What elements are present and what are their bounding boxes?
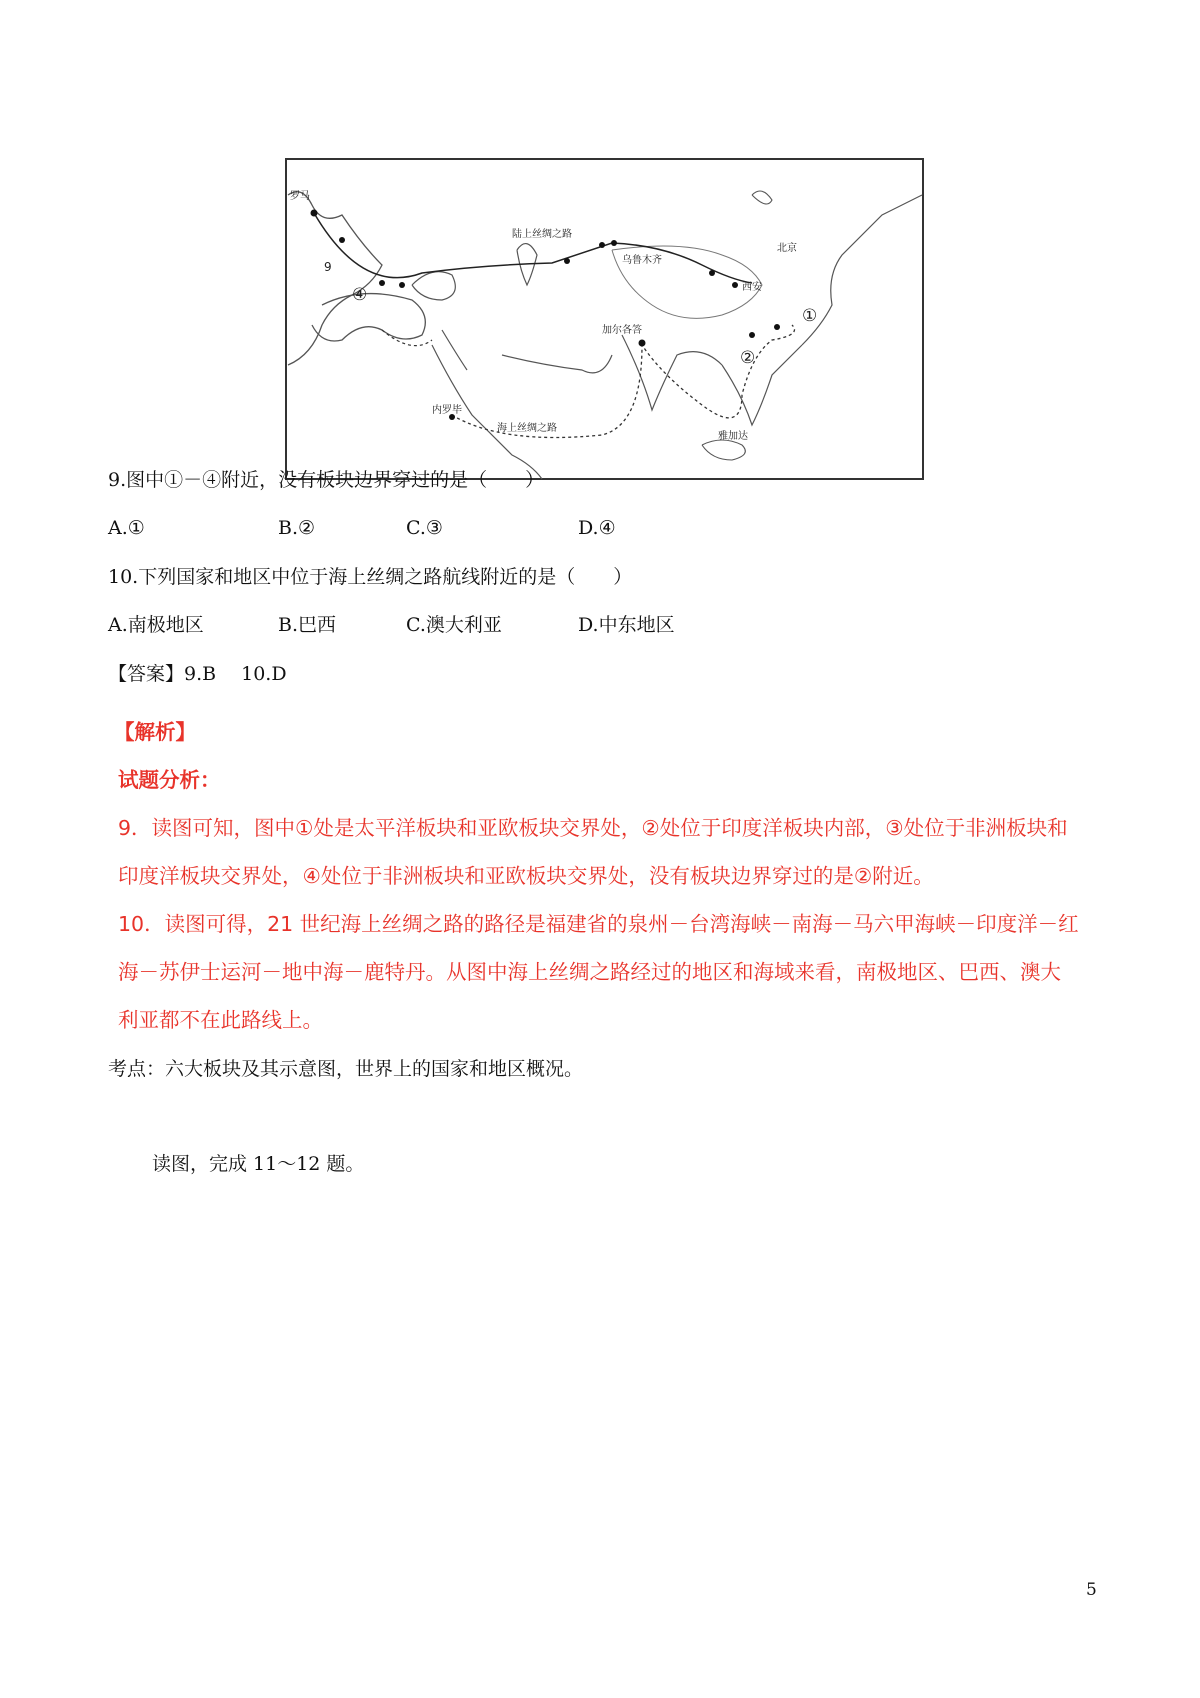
- analysis-10-line-1: 10．读图可得，21 世纪海上丝绸之路的路径是福建省的泉州－台湾海峡－南海－马六甲海峡－印度洋－红: [118, 912, 1079, 936]
- label-circle-2: ②: [740, 348, 756, 368]
- label-urumqi: 乌鲁木齐: [622, 255, 662, 266]
- map-svg: [282, 155, 927, 485]
- analysis-9-line-2: 印度洋板块交界处，④处位于非洲板块和亚欧板块交界处，没有板块边界穿过的是②附近。: [118, 864, 934, 888]
- dot: [399, 282, 405, 288]
- dot: [774, 324, 780, 330]
- label-circle-1: ①: [802, 306, 818, 326]
- q10-option-b: B.巴西: [278, 614, 337, 636]
- q10-option-d: D.中东地区: [578, 614, 675, 636]
- label-xian: 西安: [742, 282, 762, 293]
- q10-option-c: C.澳大利亚: [406, 614, 502, 636]
- dot-kolkata: [639, 340, 646, 347]
- dot: [339, 237, 345, 243]
- dot-rome: [311, 210, 318, 217]
- label-jakarta: 雅加达: [718, 431, 748, 442]
- analysis-9-line-1: 9．读图可知，图中①处是太平洋板块和亚欧板块交界处，②处位于印度洋板块内部，③处位于非洲板块和: [118, 816, 1068, 840]
- label-9: 9: [324, 260, 332, 274]
- label-land-route: 陆上丝绸之路: [512, 229, 572, 240]
- answer-line: 【答案】9.B 10.D: [108, 663, 287, 685]
- q10-option-a: A.南极地区: [108, 614, 204, 636]
- question-9-stem: 9.图中①－④附近，没有板块边界穿过的是（ ）: [108, 469, 545, 491]
- dot: [564, 258, 570, 264]
- q9-option-d: D.④: [578, 517, 616, 539]
- label-nairobi: 内罗毕: [432, 405, 462, 416]
- silk-road-map: [282, 155, 927, 485]
- dot-xian: [732, 282, 738, 288]
- question-10-stem: 10.下列国家和地区中位于海上丝绸之路航线附近的是（ ）: [108, 566, 633, 588]
- dot: [379, 280, 385, 286]
- next-questions-intro: 读图，完成 11～12 题。: [152, 1153, 365, 1175]
- q9-option-b: B.②: [278, 517, 316, 539]
- label-sea-route: 海上丝绸之路: [497, 423, 557, 434]
- q9-option-a: A.①: [108, 517, 145, 539]
- label-beijing: 北京: [777, 243, 797, 254]
- analysis-10-line-3: 利亚都不在此路线上。: [118, 1008, 323, 1032]
- q9-option-c: C.③: [406, 517, 443, 539]
- dot: [611, 240, 617, 246]
- analysis-subheading: 试题分析：: [118, 768, 221, 792]
- map-frame: [286, 159, 923, 479]
- analysis-10-line-2: 海－苏伊士运河－地中海－鹿特丹。从图中海上丝绸之路经过的地区和海域来看，南极地区、巴西、澳大: [118, 960, 1061, 984]
- dot: [599, 242, 605, 248]
- label-kolkata: 加尔各答: [602, 325, 642, 336]
- dot: [709, 270, 715, 276]
- analysis-heading: 【解析】: [114, 720, 196, 744]
- label-circle-4: ④: [352, 285, 368, 305]
- label-rome: 罗马: [290, 191, 310, 202]
- dot: [749, 332, 755, 338]
- kaodian-line: 考点：六大板块及其示意图，世界上的国家和地区概况。: [108, 1058, 584, 1080]
- page-number: 5: [1086, 1580, 1097, 1600]
